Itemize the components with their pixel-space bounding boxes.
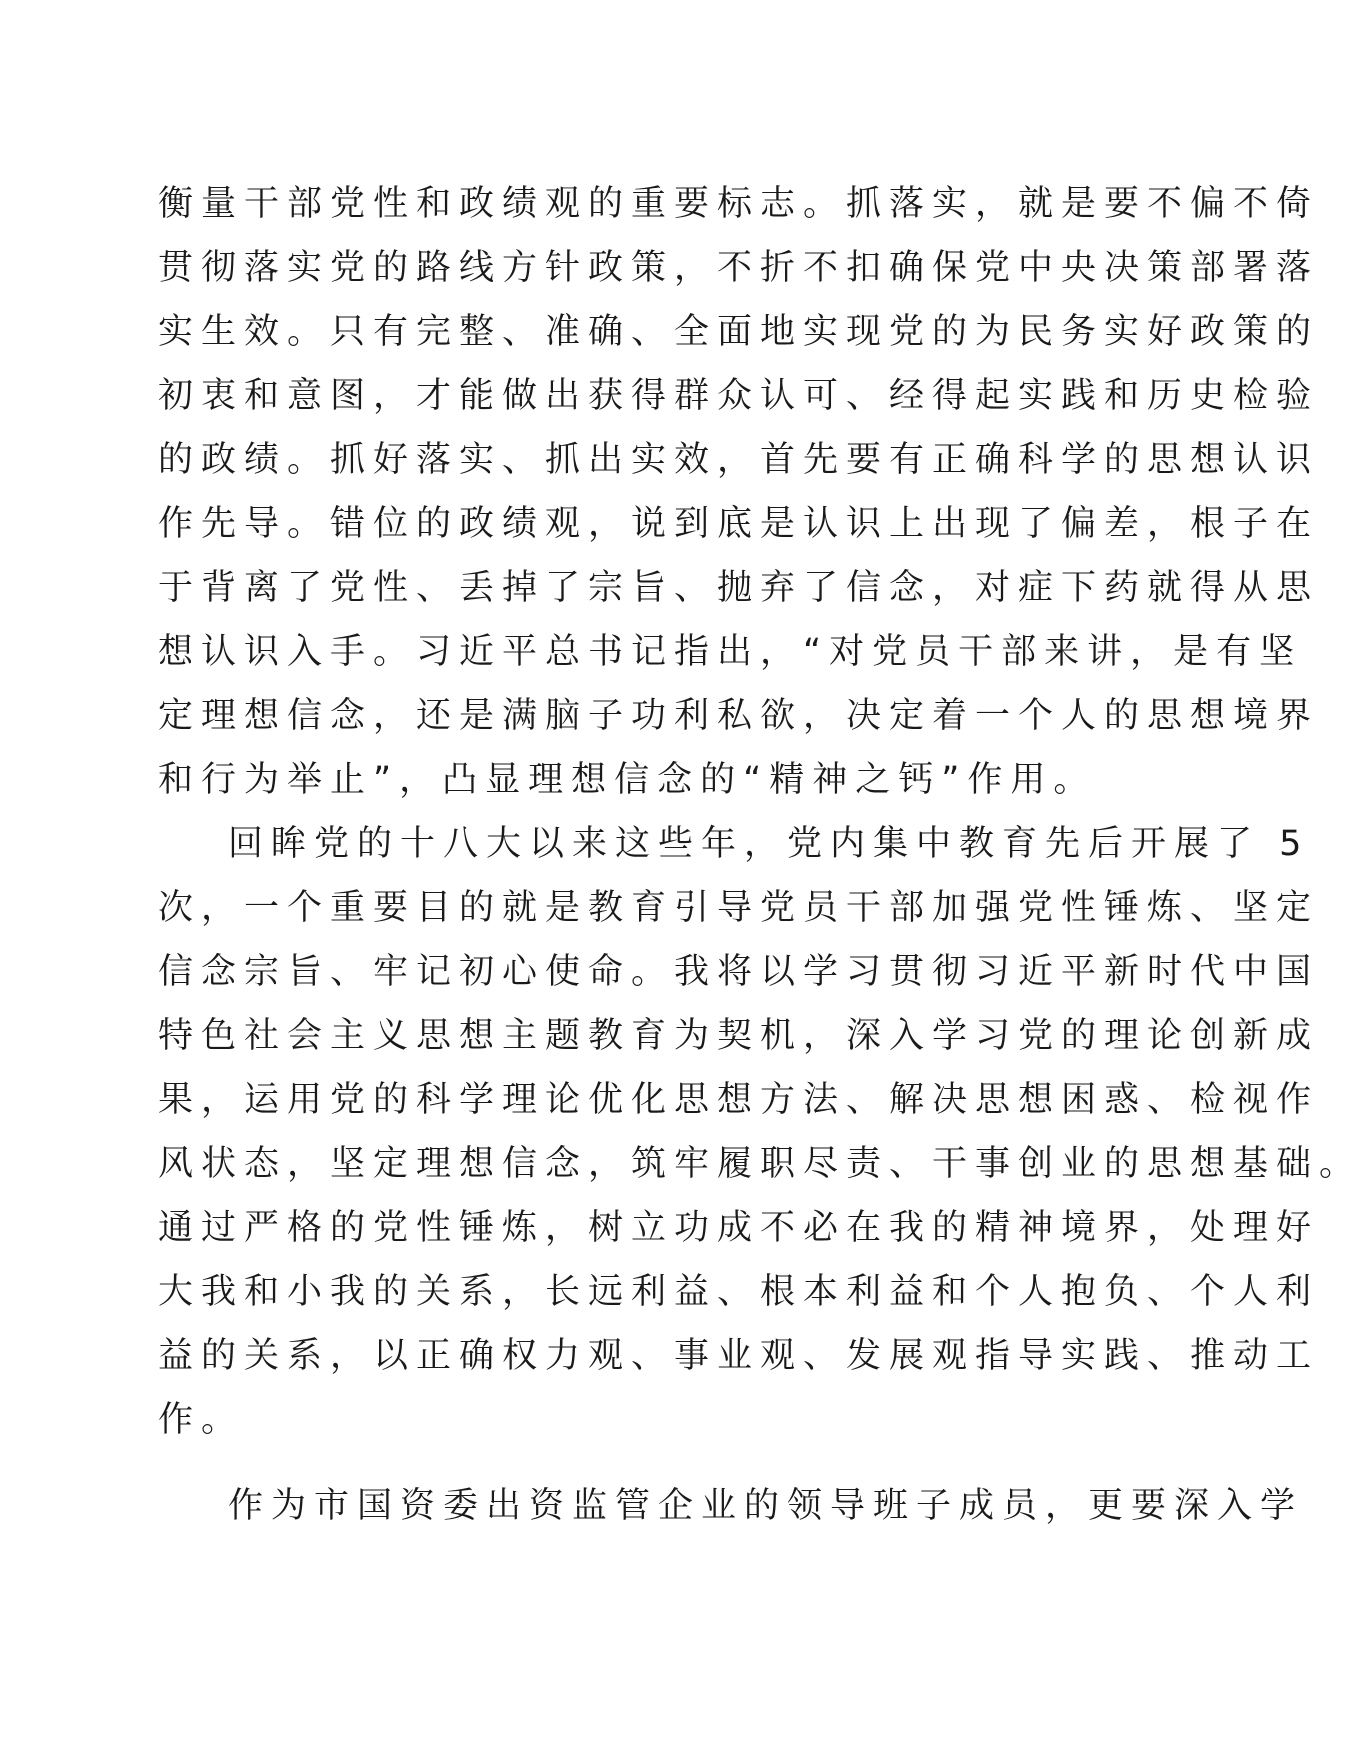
text-line: 定理想信念，还是满脑子功利私欲，决定着一个人的思想境界	[158, 696, 1320, 736]
text-line: 次，一个重要目的就是教育引导党员干部加强党性锤炼、坚定	[158, 888, 1320, 928]
text-line: 作。	[158, 1400, 245, 1440]
text-line: 的政绩。抓好落实、抓出实效，首先要有正确科学的思想认识	[158, 440, 1320, 480]
text-line: 初衷和意图，才能做出获得群众认可、经得起实践和历史检验	[158, 376, 1320, 416]
text-line: 信念宗旨、牢记初心使命。我将以学习贯彻习近平新时代中国	[158, 952, 1320, 992]
paragraph-start-line: 回眸党的十八大以来这些年，党内集中教育先后开展了 5	[228, 824, 1310, 864]
text-line: 益的关系，以正确权力观、事业观、发展观指导实践、推动工	[158, 1336, 1320, 1376]
text-line: 于背离了党性、丢掉了宗旨、抛弃了信念，对症下药就得从思	[158, 568, 1320, 608]
text-line: 作先导。错位的政绩观，说到底是认识上出现了偏差，根子在	[158, 504, 1320, 544]
text-line: 果，运用党的科学理论优化思想方法、解决思想困惑、检视作	[158, 1080, 1320, 1120]
text-line: 和行为举止”，凸显理想信念的“精神之钙”作用。	[158, 760, 1097, 800]
text-line: 特色社会主义思想主题教育为契机，深入学习党的理论创新成	[158, 1016, 1320, 1056]
text-line: 衡量干部党性和政绩观的重要标志。抓落实，就是要不偏不倚	[158, 184, 1320, 224]
text-line: 风状态，坚定理想信念，筑牢履职尽责、干事创业的思想基础。	[158, 1144, 1362, 1184]
text-line: 大我和小我的关系，长远利益、根本利益和个人抱负、个人利	[158, 1272, 1320, 1312]
text-line: 贯彻落实党的路线方针政策，不折不扣确保党中央决策部署落	[158, 248, 1320, 288]
text-line: 想认识入手。习近平总书记指出，“对党员干部来讲，是有坚	[158, 632, 1303, 672]
text-line: 通过严格的党性锤炼，树立功成不必在我的精神境界，处理好	[158, 1208, 1320, 1248]
text-line: 实生效。只有完整、准确、全面地实现党的为民务实好政策的	[158, 312, 1320, 352]
paragraph-start-line: 作为市国资委出资监管企业的领导班子成员，更要深入学	[228, 1486, 1304, 1526]
